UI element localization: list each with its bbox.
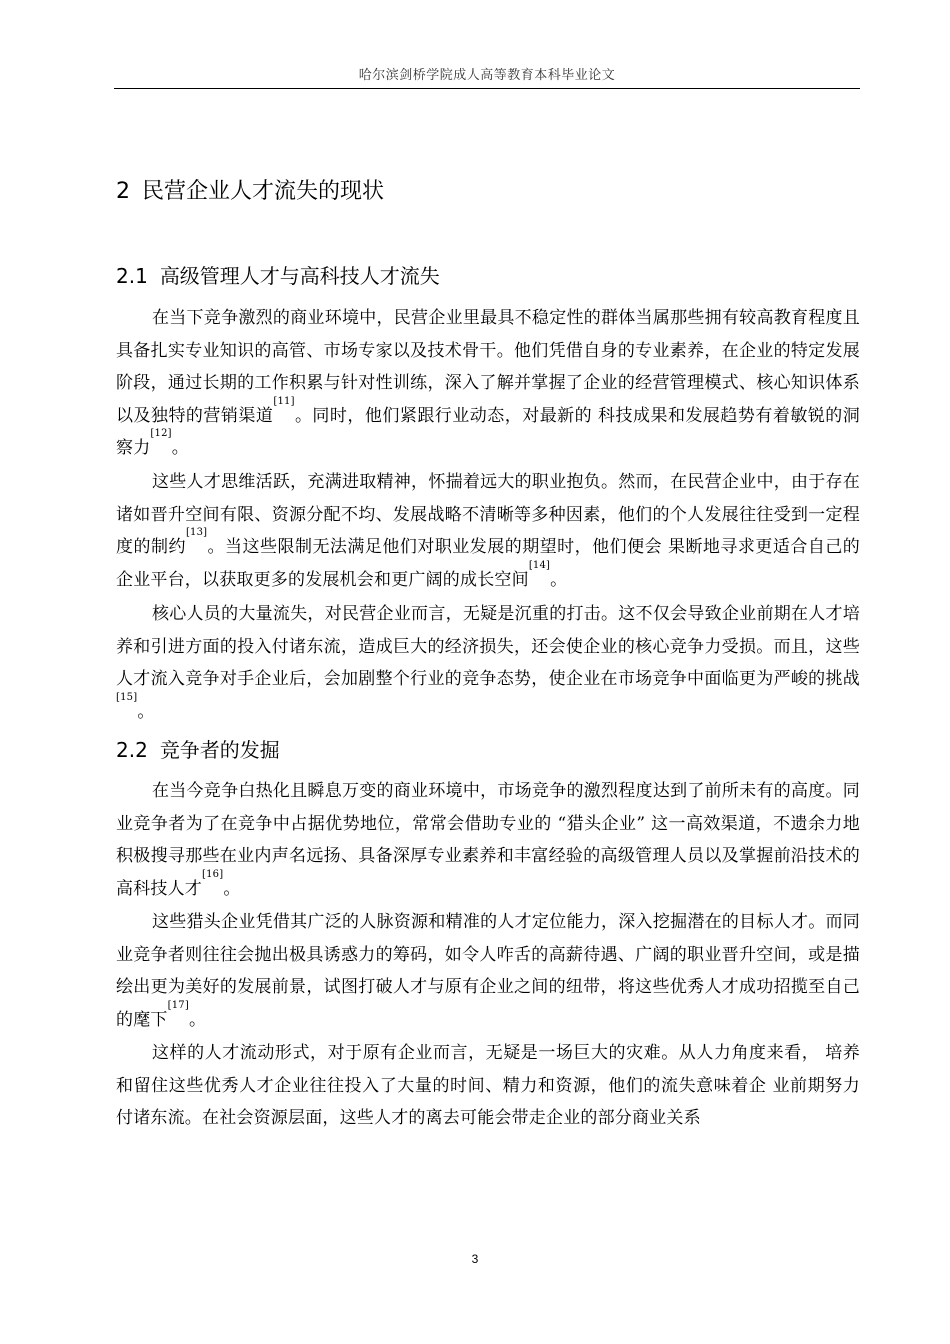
paragraph [116, 775, 860, 905]
chapter-number: 2 [116, 179, 130, 204]
citation: [11] [273, 395, 295, 407]
section-number: 2.1 [116, 264, 148, 288]
paragraph-text: 。 [188, 1009, 207, 1030]
paragraph [116, 466, 860, 596]
citation: [14] [528, 559, 551, 571]
citation: [15] [116, 691, 138, 703]
paragraph-text: 这些猎头企业凭借其广泛的人脉资源和精准的人才定位能力，深入挖掘潜在的目标人才。而同业竞争者则往往会抛出极具诱惑力的筹码，如令人咋舌的高薪待遇、广阔的职业晋升空间，或是描绘出更为美好的发展前景，试图打破人才与原有企业之间的纽带，将这些优秀人才成功招揽至自己的麾下 [116, 912, 860, 1030]
paragraph-text: 。 [223, 878, 241, 899]
paragraph-text: 。同时，他们紧跟行业动态，对最新的 科技成果和发展趋势有着敏锐的洞察力 [116, 405, 860, 459]
paragraph-text: 在当下竞争激烈的商业环境中，民营企业里最具不稳定性的群体当属那些拥有较高教育程度且具备扎实专业知识的高管、市场专家以及技术骨干。他们凭借自身的专业素养，在企业的特定发展阶段，通过长期的工作积累与针对性训练，深入了解并掌握了企业的经营管理模式、核心知识体系以及独特的营销渠道 [116, 308, 860, 426]
page-number: 3 [471, 1252, 479, 1266]
chapter-title: 民营企业人才流失的现状 [142, 179, 385, 204]
citation: [13] [185, 527, 208, 539]
running-header: 哈尔滨剑桥学院成人高等教育本科毕业论文 [358, 68, 616, 83]
paragraph-text: 这些人才思维活跃，充满进取精神，怀揣着远大的职业抱负。然而，在民营企业中，由于存在诸如晋升空间有限、资源分配不均、发展战略不清晰等多种因素，他们的个人发展往往受到一定程度的制约 [116, 472, 860, 558]
paragraph-text: 核心人员的大量流失，对民营企业而言，无疑是沉重的打击。这不仅会导致企业前期在人才培养和引进方面的投入付诸东流，造成巨大的经济损失，还会使企业的核心竞争力受损。而且，这些人才流入竞争对手企业后，会加剧整个行业的竞争态势，使企业在市场竞争中面临更为严峻的挑战 [116, 604, 860, 690]
citation: [12] [150, 428, 172, 440]
paragraph-text: 这样的人才流动形式，对于原有企业而言，无疑是一场巨大的灾难。从人力角度来看， 培养和留住这些优秀人才企业往往投入了大量的时间、精力和资源，他们的流失意味着企 业前期努力付诸东流。在社会资源层面，这些人才的离去可能会带走企业的部分商业关系 [116, 1043, 860, 1129]
chapter-heading [116, 174, 384, 205]
section-heading-2-1 [116, 260, 440, 289]
section-title: 竞争者的发掘 [159, 738, 280, 762]
paragraph [116, 1037, 860, 1135]
section-number: 2.2 [116, 738, 148, 762]
paragraph [116, 906, 860, 1036]
header-divider [114, 88, 860, 89]
paragraph-text: 。当这些限制无法满足他们对职业发展的期望时，他们便会 果断地寻求更适合自己的企业平台，以获取更多的发展机会和更广阔的成长空间 [116, 537, 860, 590]
citation: [16] [202, 868, 224, 880]
paragraph [116, 598, 860, 728]
section-heading-2-2 [116, 734, 280, 763]
paragraph-text: 。 [550, 569, 568, 590]
paragraph [116, 302, 860, 465]
section-title: 高级管理人才与高科技人才流失 [159, 264, 440, 288]
citation: [17] [167, 999, 189, 1011]
paragraph-text: 。 [171, 438, 189, 459]
paragraph-text: 在当今竞争白热化且瞬息万变的商业环境中，市场竞争的激烈程度达到了前所未有的高度。同业竞争者为了在竞争中占据优势地位，常常会借助专业的 “猎头企业” 这一高效渠道，不遗余力地积极搜寻那些在业内声名远扬、具备深厚专业素养和丰富经验的高级管理人员以及掌握前沿技术的高科技人才 [116, 781, 860, 899]
paragraph-text: 。 [137, 701, 155, 722]
